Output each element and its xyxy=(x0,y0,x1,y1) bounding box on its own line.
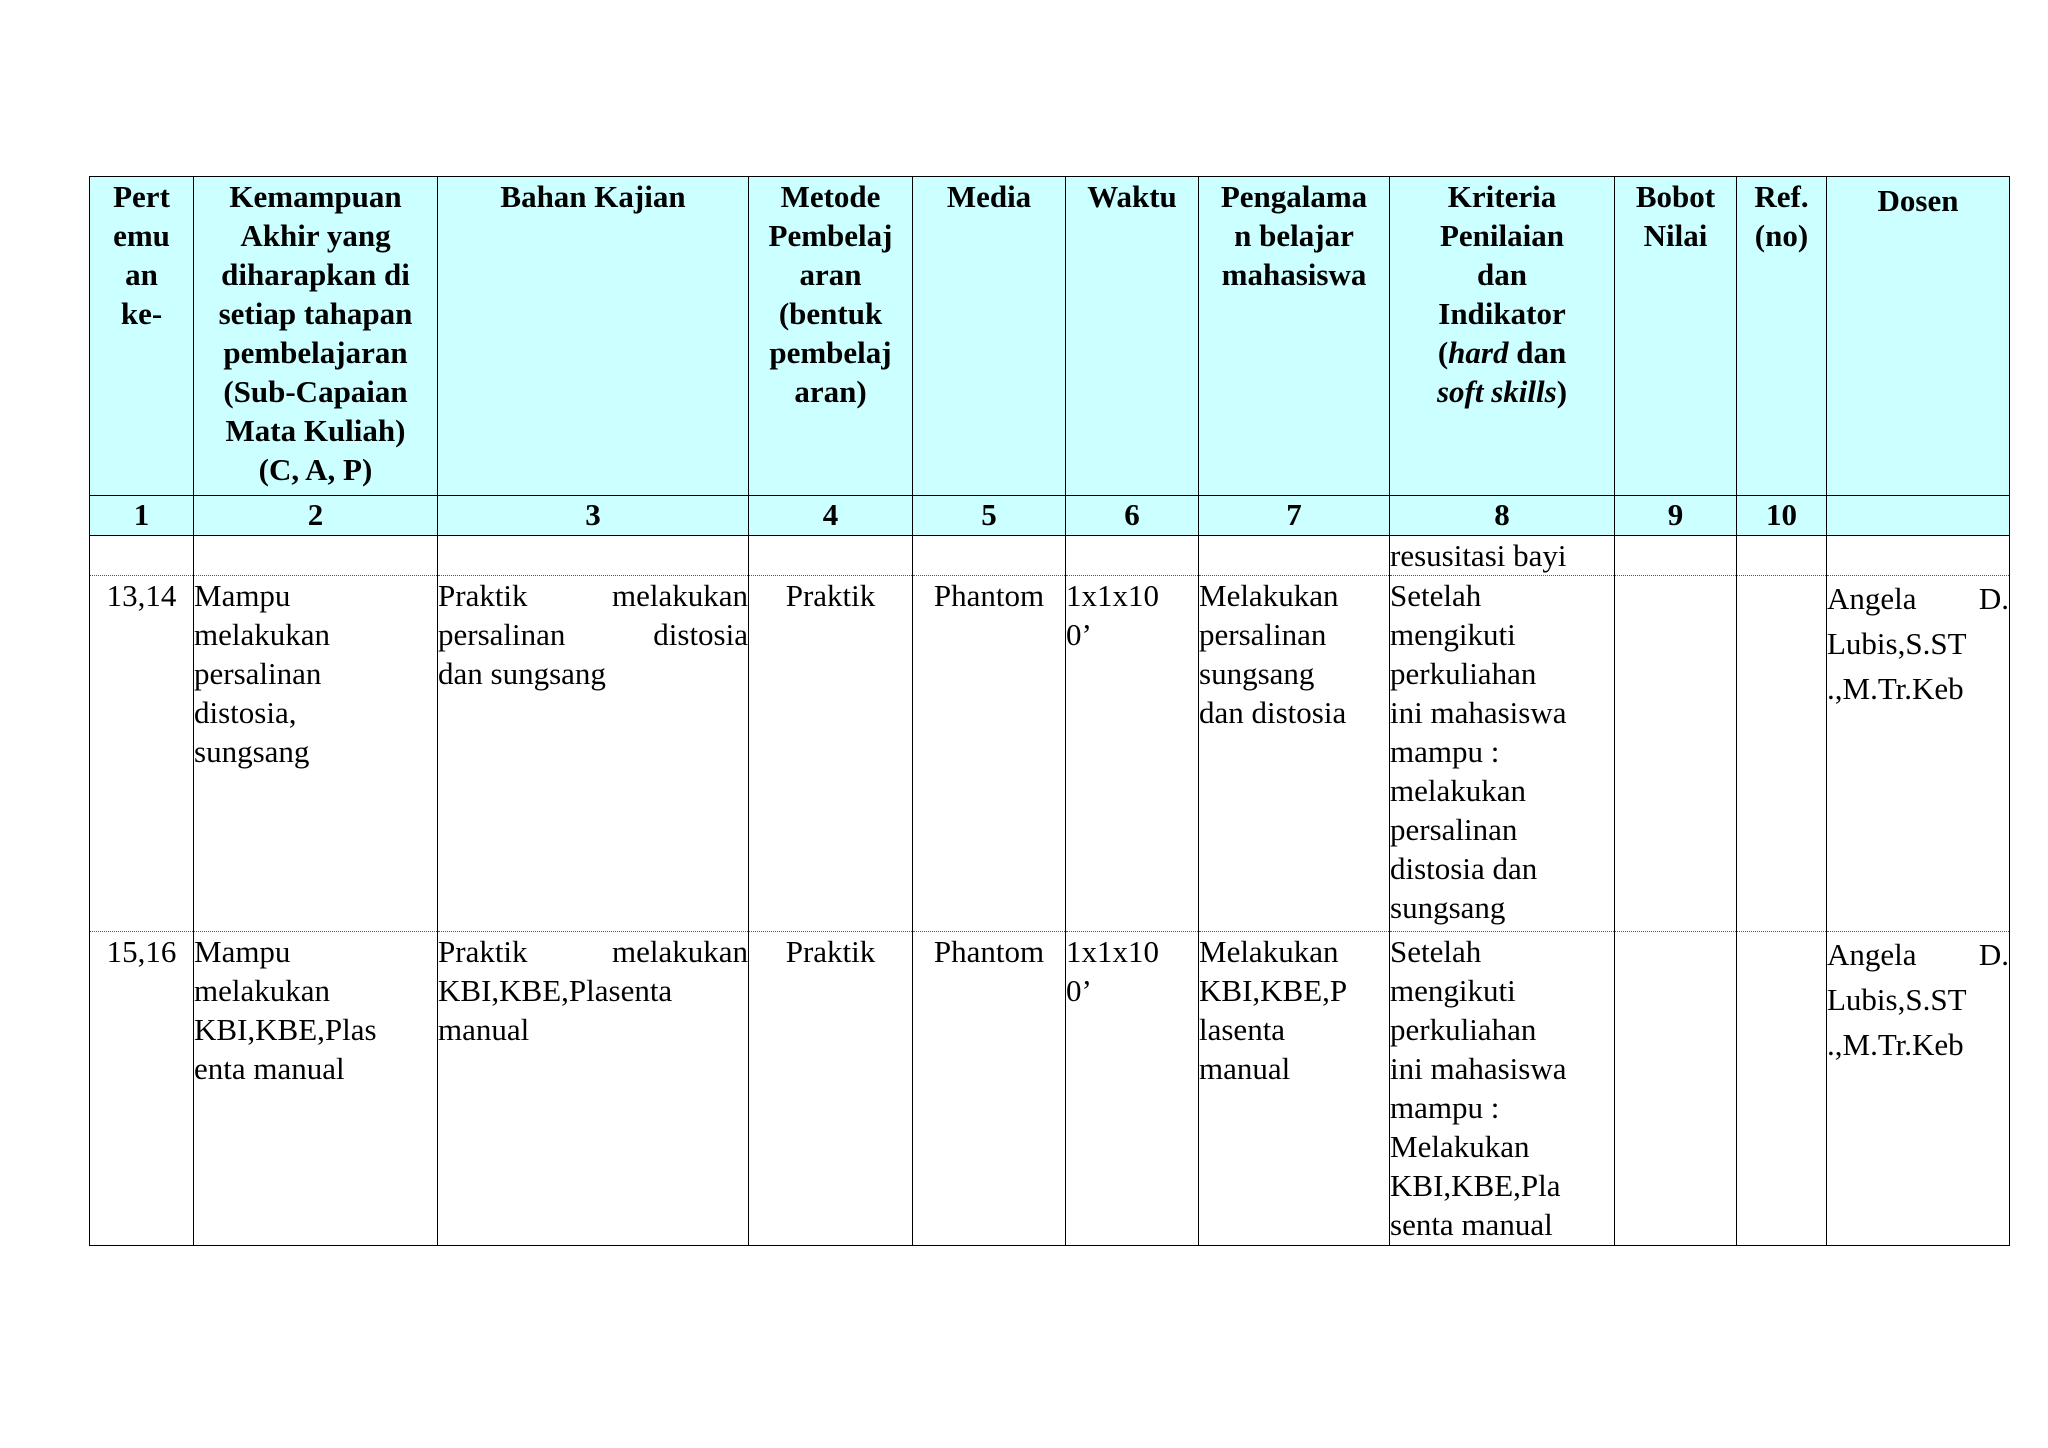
header-kriteria-dan: dan xyxy=(1516,335,1567,370)
cell-pertemuan: 13,14 xyxy=(90,576,194,932)
column-number: 3 xyxy=(438,496,749,536)
cell-media: Phantom xyxy=(913,576,1066,932)
cell-bahan-line: persalinan distosia xyxy=(438,617,748,652)
column-number: 7 xyxy=(1199,496,1390,536)
cell-dosen-line: .,M.Tr.Keb xyxy=(1827,1027,1964,1062)
cell-waktu: 1x1x10 0’ xyxy=(1066,932,1199,1246)
cell-kriteria: Setelah mengikuti perkuliahan ini mahasiswa mampu : Melakukan KBI,KBE,Pla senta manual xyxy=(1390,932,1615,1246)
header-kriteria-hard: hard xyxy=(1448,335,1509,370)
cell-pertemuan: 15,16 xyxy=(90,932,194,1246)
cell-dosen-line: Angela D. xyxy=(1827,581,2009,616)
table-cell xyxy=(438,536,749,576)
table-cell xyxy=(194,536,438,576)
cell-metode: Praktik xyxy=(749,576,913,932)
cell-bahan-line: Praktik melakukan xyxy=(438,934,748,969)
cell-waktu: 1x1x10 0’ xyxy=(1066,576,1199,932)
cell-metode: Praktik xyxy=(749,932,913,1246)
column-number: 5 xyxy=(913,496,1066,536)
cell-kemampuan: Mampu melakukan persalinan distosia, sungsang xyxy=(194,576,438,932)
header-kriteria-close: ) xyxy=(1556,374,1568,409)
cell-pengalaman: Melakukan KBI,KBE,P lasenta manual xyxy=(1199,932,1390,1246)
header-number-row xyxy=(90,496,2010,536)
cell-bahan-kajian xyxy=(438,932,749,1246)
table-cell xyxy=(90,536,194,576)
column-number: 2 xyxy=(194,496,438,536)
cell-bahan-kajian xyxy=(438,576,749,932)
continuation-kriteria: resusitasi bayi xyxy=(1390,536,1615,576)
header-media: Media xyxy=(913,177,1066,496)
cell-kriteria: Setelah mengikuti perkuliahan ini mahasiswa mampu : melakukan persalinan distosia dan sungsang xyxy=(1390,576,1615,932)
continuation-row xyxy=(90,536,2010,576)
rps-table xyxy=(89,176,2010,1246)
cell-dosen-line: Lubis,S.ST xyxy=(1827,982,1967,1017)
column-number xyxy=(1827,496,2010,536)
table-cell xyxy=(913,536,1066,576)
header-ref: Ref. (no) xyxy=(1737,177,1827,496)
header-bahan-kajian: Bahan Kajian xyxy=(438,177,749,496)
column-number: 6 xyxy=(1066,496,1199,536)
table-row xyxy=(90,576,2010,932)
table-cell xyxy=(749,536,913,576)
table-cell xyxy=(1827,536,2010,576)
table-row xyxy=(90,932,2010,1246)
column-number: 9 xyxy=(1615,496,1737,536)
header-pertemuan: Pert emu an ke- xyxy=(90,177,194,496)
header-pengalaman: Pengalama n belajar mahasiswa xyxy=(1199,177,1390,496)
cell-bahan-line: Praktik melakukan xyxy=(438,578,748,613)
cell-dosen-line: Lubis,S.ST xyxy=(1827,626,1967,661)
cell-dosen-line: Angela D. xyxy=(1827,937,2009,972)
cell-ref xyxy=(1737,576,1827,932)
table-cell xyxy=(1615,536,1737,576)
header-row xyxy=(90,177,2010,496)
cell-bobot xyxy=(1615,932,1737,1246)
cell-kemampuan: Mampu melakukan KBI,KBE,Plas enta manual xyxy=(194,932,438,1246)
header-bobot: Bobot Nilai xyxy=(1615,177,1737,496)
cell-bahan-line: dan sungsang xyxy=(438,656,606,691)
cell-bobot xyxy=(1615,576,1737,932)
cell-dosen xyxy=(1827,576,2010,932)
table-cell xyxy=(1737,536,1827,576)
header-kriteria xyxy=(1390,177,1615,496)
header-metode: Metode Pembelaj aran (bentuk pembelaj aran) xyxy=(749,177,913,496)
cell-media: Phantom xyxy=(913,932,1066,1246)
cell-bahan-line: KBI,KBE,Plasenta xyxy=(438,973,673,1008)
cell-dosen-line: .,M.Tr.Keb xyxy=(1827,671,1964,706)
header-dosen: Dosen xyxy=(1827,177,2010,496)
header-kriteria-main: Kriteria Penilaian dan Indikator ( xyxy=(1437,179,1566,370)
header-waktu: Waktu xyxy=(1066,177,1199,496)
column-number: 8 xyxy=(1390,496,1615,536)
header-kriteria-soft: soft skills xyxy=(1436,374,1557,409)
column-number: 4 xyxy=(749,496,913,536)
column-number: 10 xyxy=(1737,496,1827,536)
column-number: 1 xyxy=(90,496,194,536)
header-kemampuan: Kemampuan Akhir yang diharapkan di setiap tahapan pembelajaran (Sub-Capaian Mata Kuliah) (C, A, P) xyxy=(194,177,438,496)
table-cell xyxy=(1199,536,1390,576)
cell-dosen xyxy=(1827,932,2010,1246)
cell-bahan-line: manual xyxy=(438,1012,530,1047)
cell-pengalaman: Melakukan persalinan sungsang dan distosia xyxy=(1199,576,1390,932)
table-cell xyxy=(1066,536,1199,576)
cell-ref xyxy=(1737,932,1827,1246)
